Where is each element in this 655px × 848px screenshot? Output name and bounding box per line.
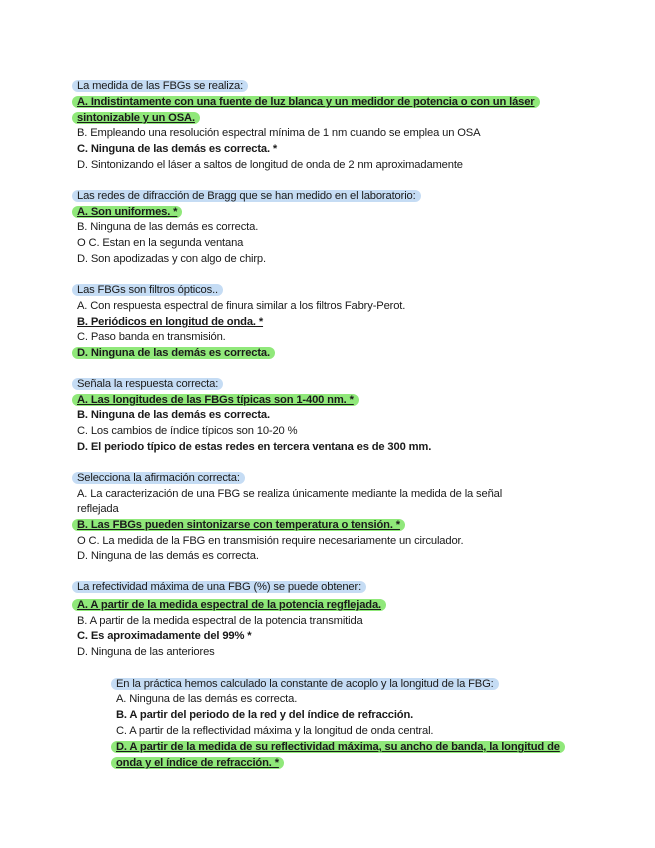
question-prompt: En la práctica hemos calculado la constante de acoplo y la longitud de la FBG: xyxy=(111,678,499,690)
answer-option: A. Ninguna de las demás es correcta. xyxy=(116,693,298,705)
question-prompt: Selecciona la afirmación correcta: xyxy=(72,472,245,484)
answer-option-highlighted: A. Son uniformes. * xyxy=(72,206,182,218)
answer-option: C. Paso banda en transmisión. xyxy=(77,331,226,343)
question-prompt: Las FBGs son filtros ópticos.. xyxy=(72,284,223,296)
question-prompt: Señala la respuesta correcta: xyxy=(72,378,223,390)
answer-option: B. A partir del periodo de la red y del índice de refracción. xyxy=(116,709,414,721)
answer-option: D. Ninguna de las demás es correcta. xyxy=(77,550,259,562)
answer-option-highlighted: D. A partir de la medida de su reflectividad máxima, su ancho de banda, la longitud de xyxy=(111,741,565,753)
answer-option: B. Empleando una resolución espectral mínima de 1 nm cuando se emplea un OSA xyxy=(77,127,481,139)
answer-option-highlighted: onda y el índice de refracción. * xyxy=(111,757,284,769)
answer-option: A. La caracterización de una FBG se realiza únicamente mediante la medida de la señal xyxy=(77,488,503,500)
answer-option-highlighted: sintonizable y un OSA. xyxy=(72,112,200,124)
question-prompt: La refectividad máxima de una FBG (%) se puede obtener: xyxy=(72,581,366,593)
answer-option: B. Ninguna de las demás es correcta. xyxy=(77,409,270,421)
answer-option: B. Ninguna de las demás es correcta. xyxy=(77,221,259,233)
answer-option-highlighted: A. A partir de la medida espectral de la potencia regflejada. xyxy=(72,599,386,611)
question-prompt: La medida de las FBGs se realiza: xyxy=(72,80,248,92)
answer-option: A. Con respuesta espectral de finura similar a los filtros Fabry-Perot. xyxy=(77,300,406,312)
answer-option: D. El periodo típico de estas redes en tercera ventana es de 300 mm. xyxy=(77,441,432,453)
answer-option: C. Ninguna de las demás es correcta. * xyxy=(77,143,278,155)
answer-option: C. Es aproximadamente del 99% * xyxy=(77,630,252,642)
answer-option-highlighted: A. Indistintamente con una fuente de luz blanca y un medidor de potencia o con un láser xyxy=(72,96,540,108)
answer-option: reflejada xyxy=(77,503,119,515)
question-prompt: Las redes de difracción de Bragg que se han medido en el laboratorio: xyxy=(72,190,421,202)
answer-option-highlighted: A. Las longitudes de las FBGs típicas son 1-400 nm. * xyxy=(72,394,359,406)
answer-option: O C. La medida de la FBG en transmisión require necesariamente un circulador. xyxy=(77,535,464,547)
answer-option: B. Periódicos en longitud de onda. * xyxy=(77,316,264,328)
answer-option-highlighted: B. Las FBGs pueden sintonizarse con temperatura o tensión. * xyxy=(72,519,405,531)
answer-option: D. Son apodizadas y con algo de chirp. xyxy=(77,253,266,265)
answer-option: C. Los cambios de índice típicos son 10-20 % xyxy=(77,425,298,437)
answer-option: B. A partir de la medida espectral de la potencia transmitida xyxy=(77,615,363,627)
answer-option: D. Ninguna de las anteriores xyxy=(77,646,215,658)
answer-option: D. Sintonizando el láser a saltos de longitud de onda de 2 nm aproximadamente xyxy=(77,159,463,171)
answer-option: C. A partir de la reflectividad máxima y la longitud de onda central. xyxy=(116,725,434,737)
answer-option-highlighted: D. Ninguna de las demás es correcta. xyxy=(72,347,275,359)
answer-option: O C. Estan en la segunda ventana xyxy=(77,237,244,249)
